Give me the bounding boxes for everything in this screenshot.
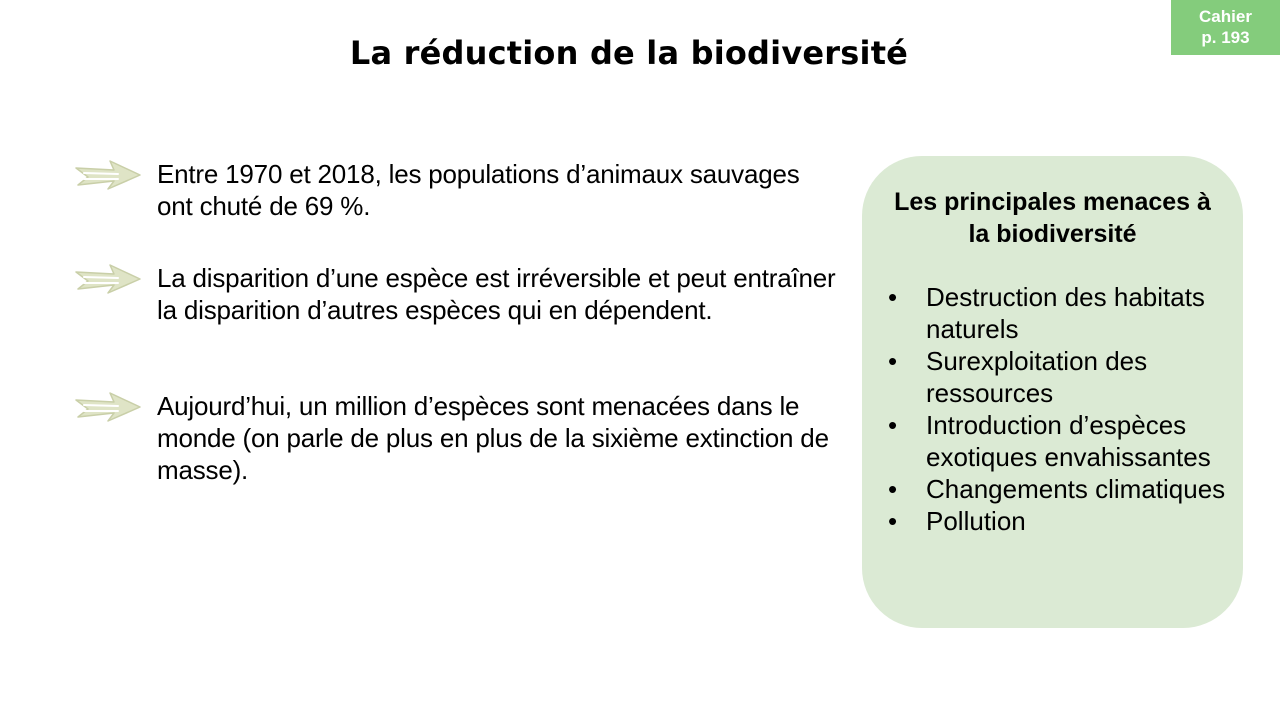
bullet-dot-icon: •	[888, 346, 898, 376]
badge-line-1: Cahier	[1199, 7, 1252, 26]
threat-label: Pollution	[926, 506, 1026, 536]
list-item	[888, 473, 1228, 505]
page-title: La réduction de la biodiversité	[349, 34, 909, 72]
bullet-text: Entre 1970 et 2018, les populations d’animaux sauvages ont chuté de 69 %.	[157, 159, 800, 221]
threat-label: Introduction d’espèces exotiques envahissantes	[926, 410, 1211, 472]
threats-title: Les principales menaces à la biodiversité	[894, 188, 1211, 248]
threat-label: Destruction des habitats naturels	[926, 282, 1205, 344]
threat-label: Surexploitation des ressources	[926, 346, 1148, 408]
arrow-icon	[74, 158, 142, 194]
bullet-text: La disparition d’une espèce est irréversible et peut entraîner la disparition d’autres espèces qui en dépendent.	[157, 263, 836, 325]
bullet-dot-icon: •	[888, 506, 898, 536]
bullet-text: Aujourd’hui, un million d’espèces sont menacées dans le monde (on parle de plus en plus de la sixième extinction de masse).	[157, 391, 829, 485]
list-item	[888, 505, 1228, 537]
threats-panel	[862, 156, 1243, 628]
bullet-dot-icon: •	[888, 474, 898, 504]
threat-label: Changements climatiques	[926, 474, 1226, 504]
arrow-icon	[74, 262, 142, 298]
bullet-dot-icon: •	[888, 410, 898, 440]
arrow-icon	[74, 390, 142, 426]
list-item	[888, 409, 1228, 473]
list-item	[888, 345, 1228, 409]
badge-line-2: p. 193	[1201, 28, 1250, 47]
bullet-dot-icon: •	[888, 282, 898, 312]
list-item	[888, 281, 1228, 345]
threats-list	[888, 281, 1228, 537]
